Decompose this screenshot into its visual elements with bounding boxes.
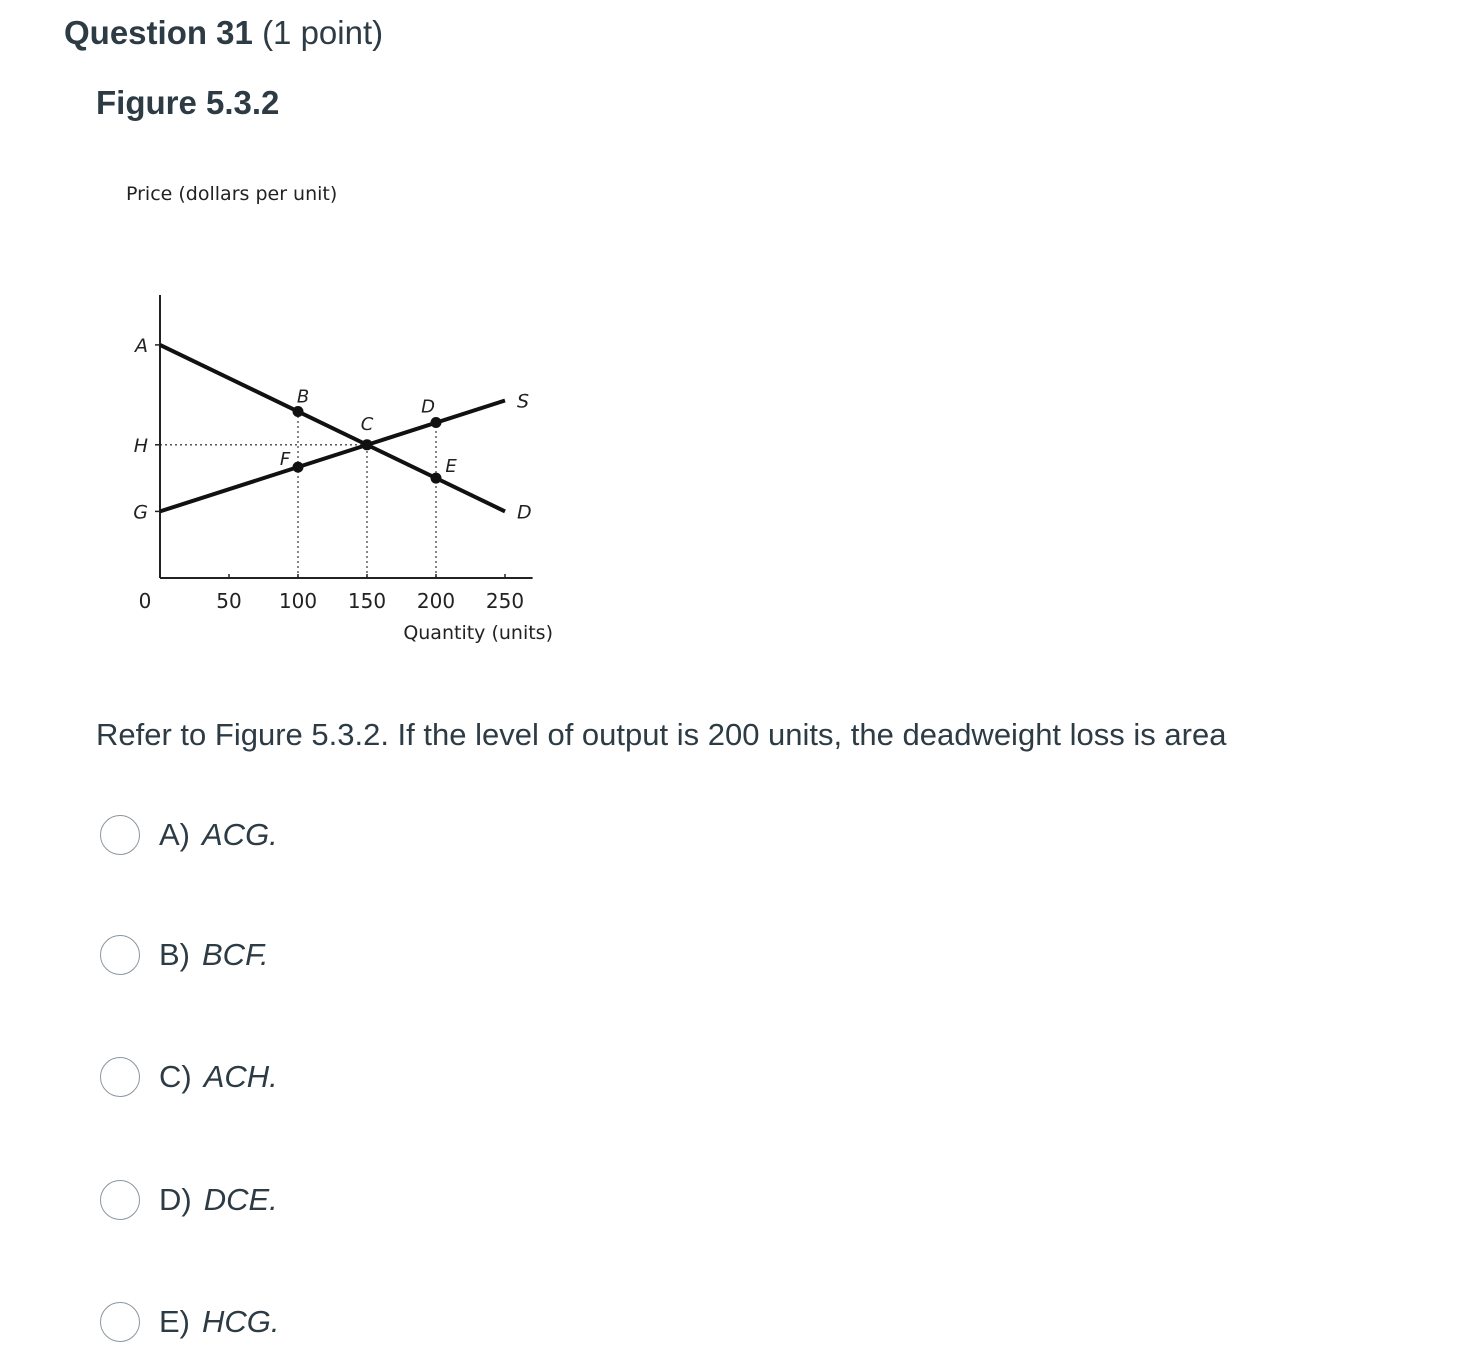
- answer-letter: A): [159, 817, 190, 852]
- answer-letter: D): [159, 1182, 192, 1217]
- y-axis-label: Price (dollars per unit): [126, 183, 338, 205]
- figure-title: Figure 5.3.2: [96, 84, 280, 121]
- y-tick-label: H: [133, 434, 148, 457]
- question-header: [64, 12, 383, 54]
- answer-option-d[interactable]: [100, 1176, 460, 1224]
- radio-button[interactable]: [100, 1302, 140, 1342]
- x-tick-label: 50: [216, 589, 242, 613]
- x-tick-label: 100: [278, 589, 318, 613]
- point-label-f: F: [279, 449, 291, 471]
- answer-option-a[interactable]: [100, 811, 460, 859]
- demand-curve-label: D: [517, 501, 532, 524]
- point-label-b: B: [296, 386, 310, 408]
- answer-option-c[interactable]: [100, 1053, 460, 1101]
- answer-letter: E): [159, 1304, 190, 1339]
- radio-button[interactable]: [100, 1180, 140, 1220]
- point-d: [431, 417, 442, 428]
- point-f: [293, 462, 304, 473]
- answer-option-b[interactable]: [100, 931, 460, 979]
- radio-button[interactable]: [100, 1057, 140, 1097]
- y-tick-label: A: [135, 334, 148, 357]
- answer-letter: C): [159, 1059, 192, 1094]
- point-label-c: C: [360, 413, 374, 435]
- answer-text: ACH.: [203, 1059, 278, 1094]
- point-label-e: E: [445, 456, 457, 478]
- supply-curve-label: S: [517, 390, 530, 413]
- answer-text: HCG.: [202, 1304, 280, 1339]
- y-tick-label: G: [133, 501, 148, 524]
- answer-letter: B): [159, 937, 190, 972]
- x-tick-label: 200: [416, 589, 456, 613]
- question-number: Question 31: [64, 14, 253, 51]
- radio-button[interactable]: [100, 935, 140, 975]
- question-prompt: Refer to Figure 5.3.2. If the level of output is 200 units, the deadweight loss is area: [96, 717, 1227, 752]
- question-points: (1 point): [262, 14, 384, 51]
- answer-text: DCE.: [203, 1182, 278, 1217]
- x-axis-label: Quantity (units): [403, 622, 553, 644]
- point-c: [362, 439, 373, 450]
- chart-curves: [160, 345, 532, 524]
- chart-marks: [280, 387, 457, 484]
- demand-curve: [160, 345, 505, 512]
- radio-button[interactable]: [100, 815, 140, 855]
- x-tick-label: 0: [138, 589, 152, 613]
- point-b: [293, 406, 304, 417]
- answer-text: BCF.: [202, 937, 269, 972]
- point-e: [431, 473, 442, 484]
- x-tick-label: 150: [347, 589, 387, 613]
- x-tick-label: 250: [485, 589, 525, 613]
- answer-text: ACG.: [202, 817, 278, 852]
- answer-option-e[interactable]: [100, 1298, 460, 1346]
- point-label-d: D: [421, 396, 435, 418]
- supply-demand-chart: [110, 170, 580, 660]
